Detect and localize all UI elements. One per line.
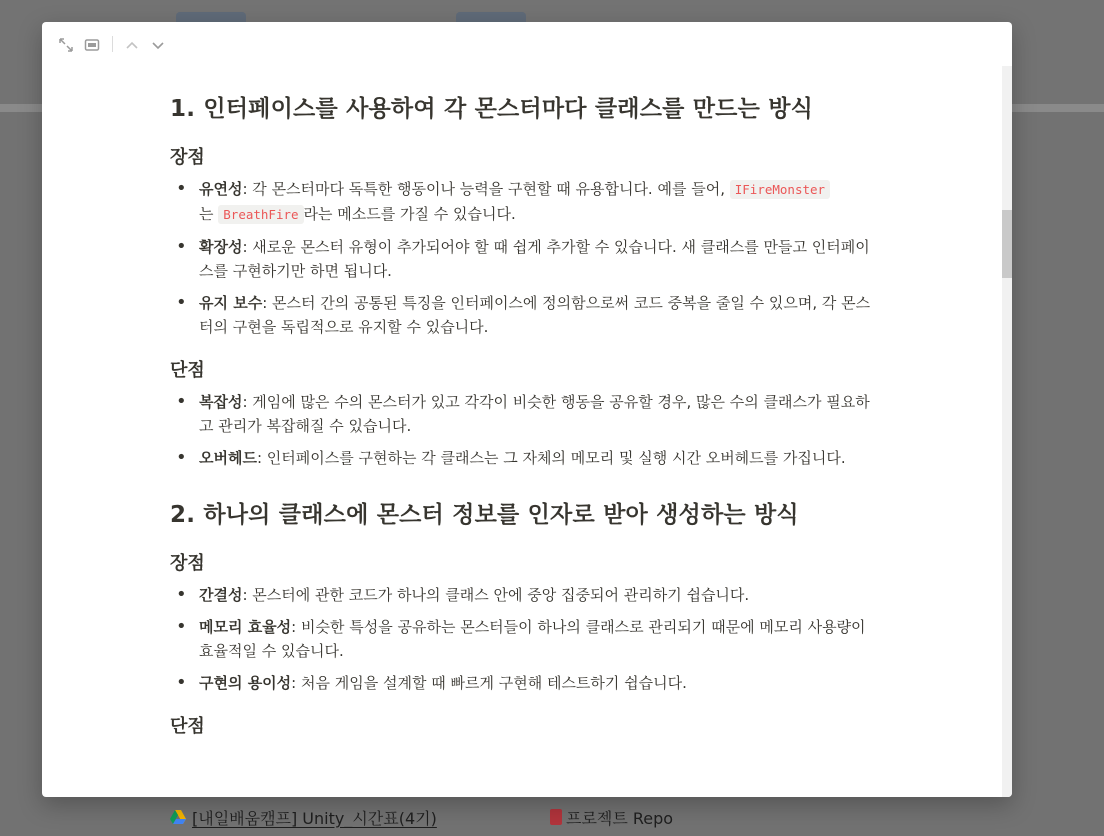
section-2-cons-heading: 단점: [170, 716, 205, 737]
toolbar-divider: [112, 36, 113, 52]
next-page-button[interactable]: [148, 35, 168, 55]
scrollbar[interactable]: [1002, 66, 1012, 797]
list-item: [170, 446, 882, 470]
google-drive-icon: [170, 810, 186, 824]
section-1: [170, 92, 882, 470]
item-text: : 각 몬스터마다 독특한 행동이나 능력을 구현할 때 유용합니다. 예를 들어,: [242, 180, 730, 198]
side-panel-button[interactable]: [82, 35, 102, 55]
item-term: 메모리 효율성: [199, 618, 292, 636]
section-2: [170, 498, 882, 741]
section-2-title: 2. 하나의 클래스에 몬스터 정보를 인자로 받아 생성하는 방식: [170, 502, 799, 528]
chevron-down-icon: [150, 37, 166, 53]
section-1-pros-list: [170, 177, 882, 339]
section-1-cons-list: [170, 390, 882, 470]
item-text: : 처음 게임을 설계할 때 빠르게 구현해 테스트하기 쉽습니다.: [291, 674, 687, 692]
footer-link-repo[interactable]: [550, 804, 673, 830]
expand-button[interactable]: [56, 35, 76, 55]
item-text: : 인터페이스를 구현하는 각 클래스는 그 자체의 메모리 및 실행 시간 오버헤드를 가집니다.: [256, 449, 846, 467]
item-text: 는: [199, 205, 219, 223]
expand-icon: [58, 37, 74, 53]
inline-code: BreathFire: [218, 205, 303, 224]
list-item: [170, 177, 882, 227]
section-2-pros-list: [170, 583, 882, 695]
list-item: [170, 235, 882, 283]
footer-link-timetable[interactable]: [170, 804, 437, 830]
inline-code: IFireMonster: [730, 180, 830, 199]
list-item: [170, 390, 882, 438]
item-term: 유연성: [199, 180, 243, 198]
item-text: : 몬스터 간의 공통된 특징을 인터페이스에 정의함으로써 코드 중복을 줄일 수 있으며, 각 몬스터의 구현을 독립적으로 유지할 수 있습니다.: [199, 294, 871, 336]
chevron-up-icon: [124, 37, 140, 53]
footer-link-label: 프로젝트 Repo: [566, 808, 674, 828]
section-2-pros-heading: 장점: [170, 553, 205, 574]
item-term: 복잡성: [199, 393, 243, 411]
page-peek-modal: [42, 22, 1012, 797]
list-item: [170, 671, 882, 695]
item-text: : 비슷한 특성을 공유하는 몬스터들이 하나의 클래스로 관리되기 때문에 메모리 사용량이 효율적일 수 있습니다.: [199, 618, 866, 660]
list-item: [170, 583, 882, 607]
item-text: : 새로운 몬스터 유형이 추가되어야 할 때 쉽게 추가할 수 있습니다. 새 클래스를 만들고 인터페이스를 구현하기만 하면 됩니다.: [199, 238, 870, 280]
item-term: 간결성: [199, 586, 243, 604]
section-1-title: 1. 인터페이스를 사용하여 각 몬스터마다 클래스를 만드는 방식: [170, 96, 814, 122]
item-term: 구현의 용이성: [199, 674, 292, 692]
book-icon: [550, 809, 562, 825]
side-panel-icon: [84, 37, 100, 53]
item-term: 오버헤드: [199, 449, 257, 467]
item-text: 라는 메소드를 가질 수 있습니다.: [303, 205, 516, 223]
section-1-pros-heading: 장점: [170, 147, 205, 168]
footer-link-label: [내일배움캠프] Unity_시간표(4기): [192, 808, 437, 828]
item-term: 유지 보수: [199, 294, 263, 312]
item-text: : 게임에 많은 수의 몬스터가 있고 각각이 비슷한 행동을 공유할 경우, 많은 수의 클래스가 필요하고 관리가 복잡해질 수 있습니다.: [199, 393, 870, 435]
list-item: [170, 615, 882, 663]
modal-toolbar: [42, 22, 1002, 66]
previous-page-button[interactable]: [122, 35, 142, 55]
section-1-cons-heading: 단점: [170, 360, 205, 381]
item-text: : 몬스터에 관한 코드가 하나의 클래스 안에 중앙 집중되어 관리하기 쉽습니다.: [242, 586, 750, 604]
list-item: [170, 291, 882, 339]
item-term: 확장성: [199, 238, 243, 256]
scrollbar-thumb[interactable]: [1002, 210, 1012, 278]
page-content: [170, 92, 882, 741]
